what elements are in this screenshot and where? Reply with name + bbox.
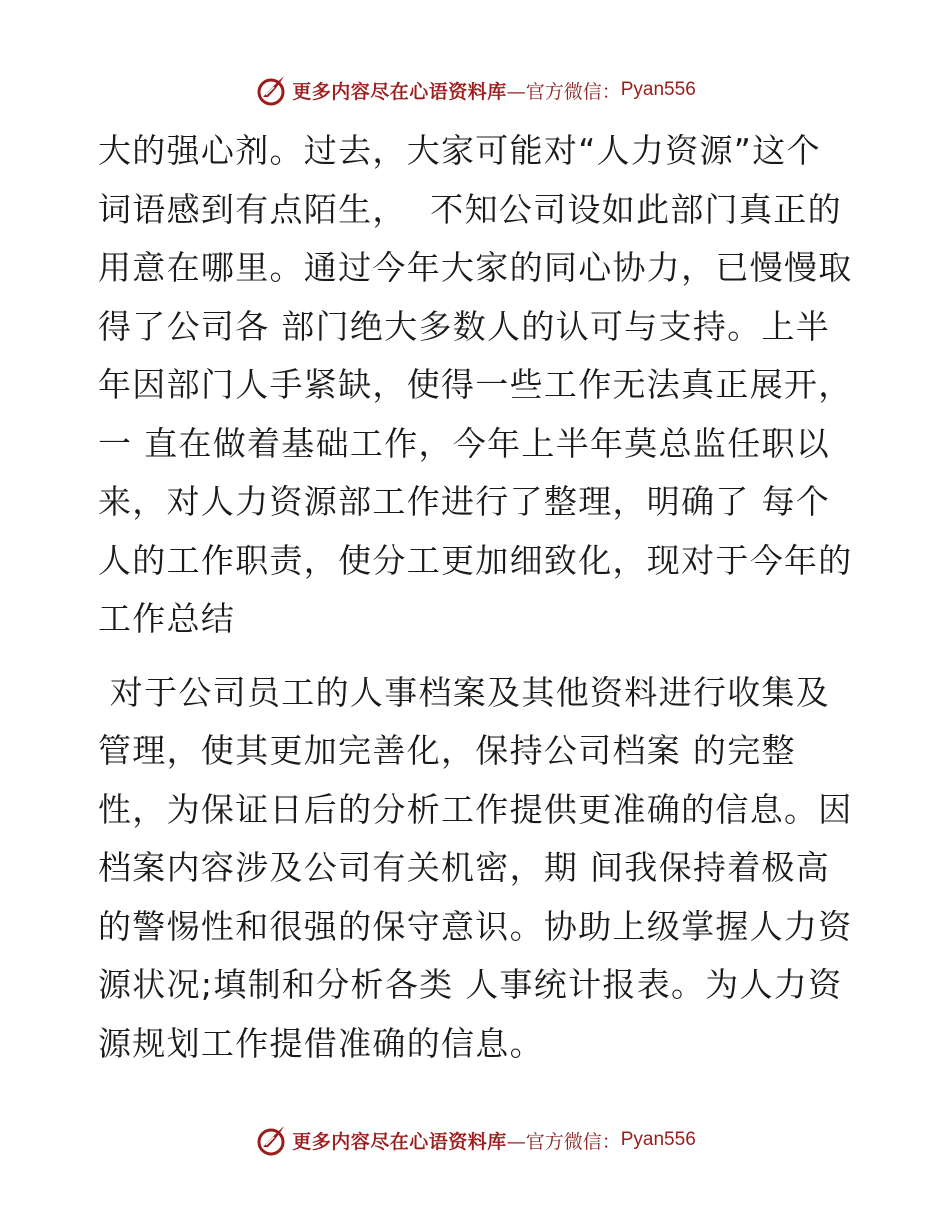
header-banner bbox=[0, 70, 950, 110]
header-banner-account: Pyan556 bbox=[620, 79, 696, 100]
footer-banner-tail: —官方微信： bbox=[506, 1130, 621, 1153]
header-banner-tail: —官方微信： bbox=[506, 80, 621, 103]
footer-banner-lead: 更多内容尽在心语资料库 bbox=[292, 1130, 507, 1153]
quill-pen-logo-icon bbox=[254, 1123, 288, 1157]
footer-banner-account: Pyan556 bbox=[620, 1129, 696, 1150]
footer-banner bbox=[0, 1120, 950, 1160]
header-banner-lead: 更多内容尽在心语资料库 bbox=[292, 80, 507, 103]
document-body bbox=[98, 122, 858, 1073]
body-paragraph-1: 大的强心剂。过去，大家可能对“人力资源”这个 词语感到有点陌生， 不知公司设如此部门真正的 用意在哪里。通过今年大家的同心协力，已慢慢取 得了公司各 部门绝大多数人的认可与支持。上半 年因部门人手紧缺，使得一些工作无法真正展开， 一 直在做着基础工作，今年上半年莫总监任职以 来，对人力资源部工作进行了整理，明确了 每个 人的工作职责，使分工更加细致化，现对于今年的 工作总结 bbox=[98, 131, 853, 638]
quill-pen-logo-icon bbox=[254, 73, 288, 107]
body-paragraph-2: 对于公司员工的人事档案及其他资料进行收集及 管理，使其更加完善化，保持公司档案 的完整 性，为保证日后的分析工作提供更准确的信息。因 档案内容涉及公司有关机密，期 间我保持着极高 的警惕性和很强的保守意识。协助上级掌握人力资 源状况;填制和分析各类 人事统计报表。为人力资 源规划工作提借准确的信息。 bbox=[98, 672, 853, 1063]
